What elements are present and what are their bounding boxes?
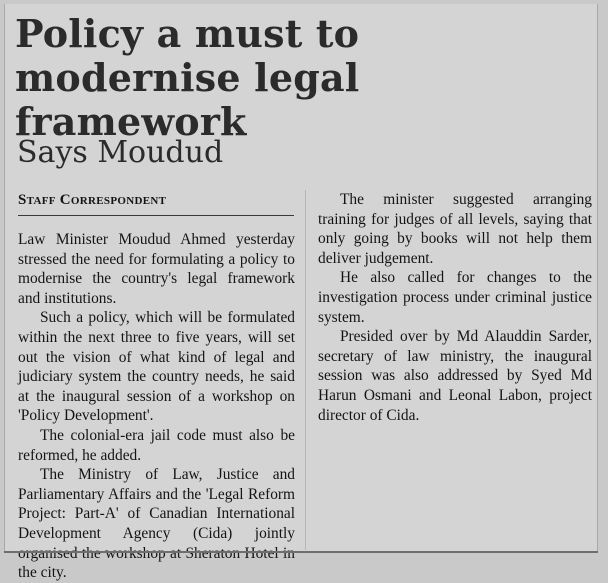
article-paragraph-3: The colonial-era jail code must also be reformed, he added. xyxy=(18,426,295,464)
article-subheadline: Says Moudud xyxy=(17,135,224,170)
article-column-right xyxy=(318,190,592,425)
article-paragraph-2: Such a policy, which will be formulated within the next three to five years, will set out the vision of what kind of legal and judiciary system the country needs, he said at the inaugural session of a workshop on 'Policy Development'. xyxy=(18,309,295,425)
bottom-rule xyxy=(4,551,598,553)
article-paragraph-6: He also called for changes to the investigation process under criminal justice system. xyxy=(318,269,592,326)
byline-rule xyxy=(18,215,294,216)
article-byline: Staff Correspondent xyxy=(18,192,167,208)
column-divider xyxy=(305,190,306,550)
article-paragraph-5: The minister suggested arranging training for judges of all levels, saying that only going by books will not help them deliver judgement. xyxy=(318,191,592,267)
article-paragraph-7: Presided over by Md Alauddin Sarder, secretary of law ministry, the inaugural session was also addressed by Syed Md Harun Osmani and Leonal Labon, project director of Cida. xyxy=(318,328,592,424)
article-paragraph-1: Law Minister Moudud Ahmed yesterday stressed the need for formulating a policy to modernise the country's legal framework and institutions. xyxy=(18,231,295,307)
newspaper-clipping xyxy=(4,4,598,582)
article-paragraph-4: The Ministry of Law, Justice and Parliamentary Affairs and the 'Legal Reform Project: Part-A' of Canadian International Development Agency (Cida) jointly organised the workshop at Sheraton Hotel in the city. xyxy=(18,466,295,582)
article-column-left xyxy=(18,230,295,583)
article-headline: Policy a must to modernise legal framework xyxy=(15,11,360,144)
